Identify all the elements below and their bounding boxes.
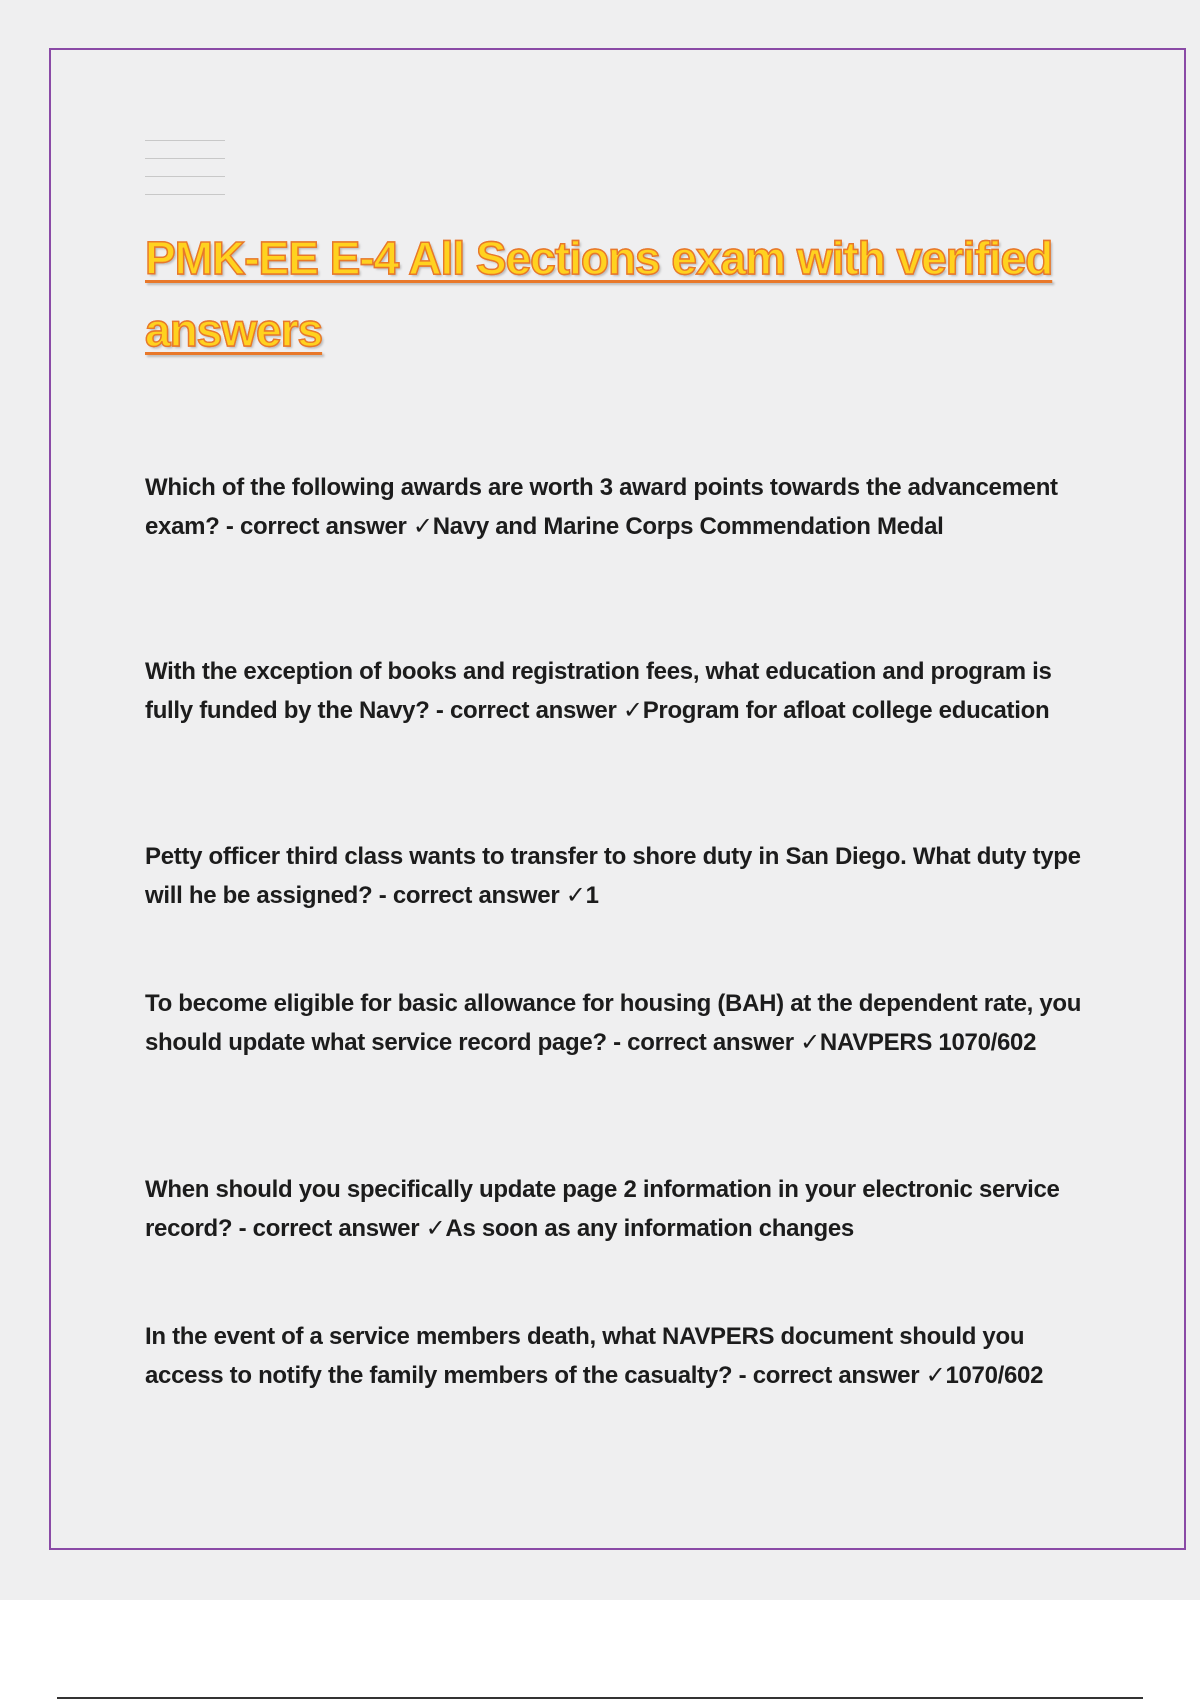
header-line bbox=[145, 176, 225, 177]
check-icon: ✓ bbox=[425, 1215, 446, 1242]
answer-text: 1070/602 bbox=[945, 1362, 1044, 1389]
document-title: PMK-EE E-4 All Sections exam with verified answers bbox=[145, 232, 1053, 356]
answer-text: NAVPERS 1070/602 bbox=[819, 1029, 1037, 1056]
check-icon: ✓ bbox=[565, 882, 586, 909]
question-text: When should you specifically update page 2 information in your electronic service record? - correct answer bbox=[145, 1176, 1060, 1242]
qa-item bbox=[145, 468, 1095, 546]
check-icon: ✓ bbox=[412, 513, 433, 540]
question-text: Petty officer third class wants to transfer to shore duty in San Diego. What duty type will he be assigned? - correct answer bbox=[145, 843, 1081, 909]
question-text: Which of the following awards are worth 3 award points towards the advancement exam? - correct answer bbox=[145, 474, 1058, 540]
header-line bbox=[145, 194, 225, 195]
check-icon: ✓ bbox=[800, 1029, 820, 1056]
check-icon: ✓ bbox=[925, 1362, 946, 1389]
footer-rule bbox=[57, 1697, 1143, 1699]
header-placeholder-lines bbox=[145, 140, 225, 212]
qa-item bbox=[145, 1170, 1095, 1248]
qa-item bbox=[145, 652, 1095, 730]
header-line bbox=[145, 158, 225, 159]
answer-text: Program for afloat college education bbox=[642, 697, 1050, 724]
qa-item bbox=[145, 984, 1095, 1062]
qa-item bbox=[145, 837, 1095, 915]
qa-item bbox=[145, 1317, 1095, 1395]
answer-text: Navy and Marine Corps Commendation Medal bbox=[432, 513, 944, 540]
question-text: In the event of a service members death, what NAVPERS document should you access to notify the family members of the casualty? - correct answer bbox=[145, 1323, 1025, 1389]
answer-text: As soon as any information changes bbox=[445, 1215, 854, 1242]
question-text: To become eligible for basic allowance for housing (BAH) at the dependent rate, you should update what service record page? - correct answer bbox=[145, 990, 1082, 1056]
header-line bbox=[145, 140, 225, 141]
answer-text: 1 bbox=[585, 882, 599, 909]
question-text: With the exception of books and registration fees, what education and program is fully funded by the Navy? - correct answer bbox=[145, 658, 1052, 724]
check-icon: ✓ bbox=[622, 697, 643, 724]
